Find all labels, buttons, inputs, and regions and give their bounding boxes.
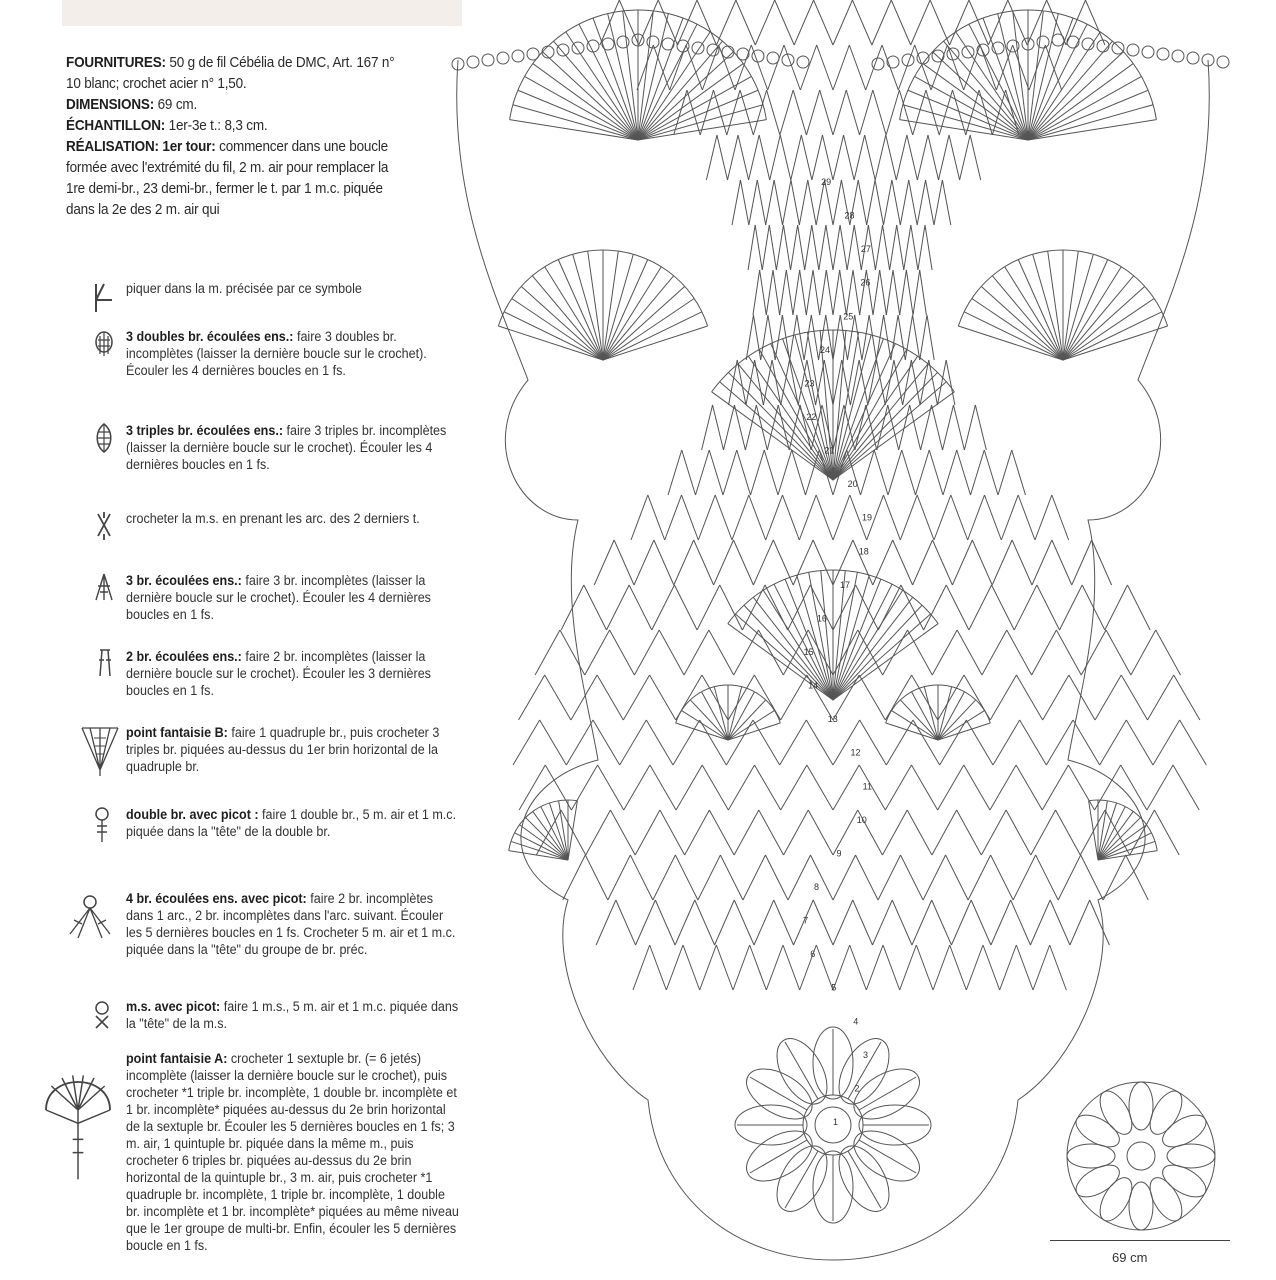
round-number-label: 21 <box>824 445 835 456</box>
double-crochet-picot-icon <box>60 806 120 866</box>
legend-desc: piquer dans la m. précisée par ce symbole <box>126 281 362 296</box>
legend-desc: crocheter la m.s. en prenant les arc. des 2 derniers t. <box>126 511 420 526</box>
legend-desc: point fantaisie A: crocheter 1 sextuple br. (= 6 jetés) incomplète (laisser la dernière boucle sur le crochet), puis crocheter *1 triple br. incomplète, 1 double br. incomplète et 1 br. incomplète* piquées au-dessus du 2e brin horizontal de la sextuple br. Écouler les 5 dernières boucles en 1 fs; 3 m. air, 1 quintuple br. piquée dans la même m., puis crocheter 6 triples br. piquées au-dessus du 2e brin horizontal de la quintuple br., 3 m. air, puis crocheter *1 quadruple br. incomplète, 1 triple br. incomplète, 1 double br. incomplète et 1 br. incomplète* piquées au même niveau que le 1er groupe de multi-br. Enfin, écouler les 5 dernières boucle en 1 fs. <box>126 1051 459 1253</box>
round-number-label: 27 <box>860 244 871 255</box>
round-number-label: 3 <box>862 1049 869 1060</box>
round-number-label: 10 <box>856 814 867 825</box>
round-number-label: 1 <box>833 1117 839 1127</box>
single-crochet-through-arcs-icon <box>60 510 120 570</box>
two-treble-cluster-icon <box>60 648 120 708</box>
gauge-text: 1er-3e t.: 8,3 cm. <box>168 117 268 134</box>
three-treble-cluster-icon <box>60 572 120 632</box>
four-treble-picot-cluster-icon <box>60 890 120 950</box>
fancy-stitch-b-icon <box>60 724 120 784</box>
three-triple-crochet-cluster-icon <box>60 422 120 482</box>
round-number-label: 17 <box>839 579 850 590</box>
round-number-label: 11 <box>862 781 873 792</box>
legend-desc: 3 triples br. écoulées ens.: faire 3 triples br. incomplètes (laisser la dernière boucle sur le crochet). Écouler les 4 dernières boucles en 1 fs. <box>126 423 447 472</box>
legend-desc: 4 br. écoulées ens. avec picot: faire 2 br. incomplètes dans 1 arc., 2 br. incomplètes dans l'arc. suivant. Écouler les 5 dernières boucles en 1 fs. Crocheter 5 m. air et 1 m.c. piquée dans la "tête" du groupe de br. préc. <box>126 891 456 957</box>
round-number-label: 28 <box>844 210 855 221</box>
top-paper-strip <box>62 0 462 26</box>
dimensions-label: DIMENSIONS: <box>66 96 155 113</box>
round-number-label: 22 <box>806 412 817 422</box>
round-number-label: 23 <box>804 378 815 389</box>
dimension-label: 69 cm <box>1112 1250 1148 1265</box>
supplies-text: 50 g de fil Cébélia de DMC, Art. 167 n° 10 blanc; crochet acier n° 1,50. <box>66 54 395 92</box>
round-number-label: 20 <box>847 479 858 490</box>
round-number-label: 19 <box>861 512 872 523</box>
dimension-line <box>1050 1240 1230 1241</box>
intro-text <box>66 52 399 220</box>
supplies-label: FOURNITURES: <box>66 54 166 71</box>
round-number-label: 12 <box>850 747 861 758</box>
round-number-label: 2 <box>854 1083 860 1094</box>
dimensions-paragraph <box>66 94 399 115</box>
dimensions-text: 69 cm. <box>157 96 198 113</box>
instructions-text: commencer dans une boucle formée avec l'extrémité du fil, 2 m. air pour remplacer la 1re demi-br., 23 demi-br., fermer le t. par 1 m.c. piquée dans la 2e des 2 m. air qui <box>66 138 389 218</box>
round-number-label: 8 <box>814 882 820 892</box>
three-double-crochet-cluster-icon <box>60 328 120 388</box>
gauge-label: ÉCHANTILLON: <box>66 117 166 134</box>
legend-desc: point fantaisie B: faire 1 quadruple br., puis crocheter 3 triples br. piquées au-dessus du 1er brin horizontal de la quadruple br. <box>126 725 440 774</box>
round-number-label: 26 <box>860 277 871 288</box>
legend-desc: double br. avec picot : faire 1 double br., 5 m. air et 1 m.c. piquée dans la "tête" de la double br. <box>126 807 457 839</box>
round-number-label: 24 <box>819 344 830 355</box>
instructions-paragraph <box>66 136 399 220</box>
legend-desc: m.s. avec picot: faire 1 m.s., 5 m. air et 1 m.c. piquée dans la "tête" de la m.s. <box>126 999 459 1031</box>
legend-desc: 3 doubles br. écoulées ens.: faire 3 doubles br. incomplètes (laisser la dernière boucle sur le crochet). Écouler les 4 dernières boucles en 1 fs. <box>126 329 427 378</box>
round-number-label: 18 <box>858 546 869 557</box>
round-number-label: 16 <box>816 613 827 624</box>
round-number-label: 15 <box>803 647 814 657</box>
legend-desc: 2 br. écoulées ens.: faire 2 br. incomplètes (laisser la dernière boucle sur le crochet). Écouler les 3 dernières boucles en 1 fs. <box>126 649 431 698</box>
supplies-paragraph <box>66 52 399 94</box>
instructions-label: RÉALISATION: 1er tour: <box>66 138 216 155</box>
round-number-label: 14 <box>808 680 819 691</box>
legend-desc: 3 br. écoulées ens.: faire 3 br. incomplètes (laisser la dernière boucle sur le crochet). Écouler les 4 dernières boucles en 1 fs. <box>126 573 431 622</box>
round-number-label: 9 <box>836 848 842 859</box>
gauge-paragraph <box>66 115 399 136</box>
round-number-label: 7 <box>803 915 809 926</box>
round-number-label: 25 <box>843 311 854 322</box>
round-number-label: 13 <box>827 714 838 725</box>
round-number-label: 6 <box>810 949 816 960</box>
round-number-label: 29 <box>821 177 832 187</box>
fancy-stitch-a-icon <box>38 1046 118 1206</box>
doily-thumbnail-icon <box>1046 1078 1236 1238</box>
round-number-label: 4 <box>853 1016 859 1027</box>
round-number-label: 5 <box>831 982 837 993</box>
